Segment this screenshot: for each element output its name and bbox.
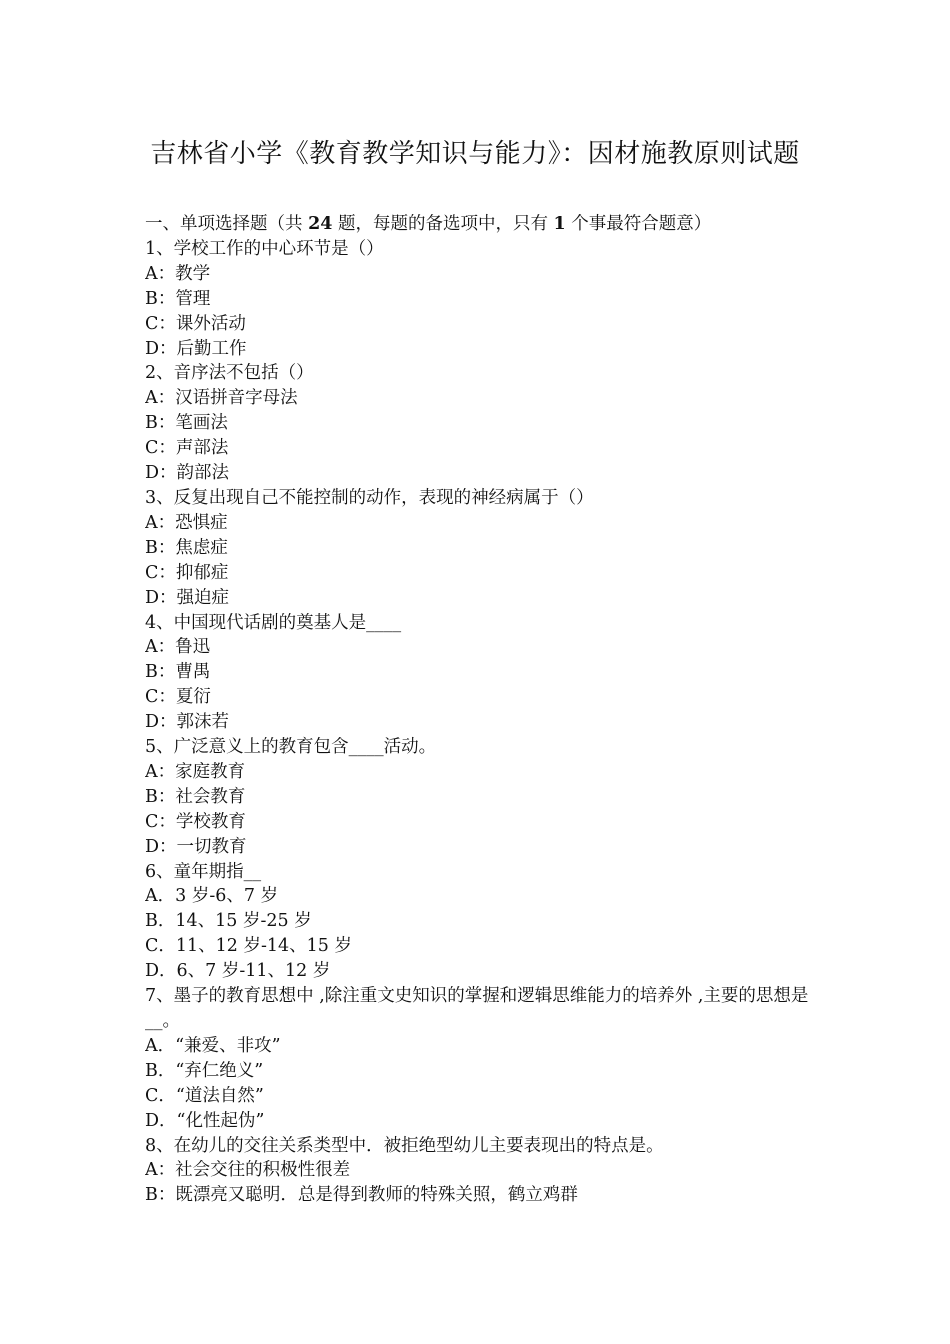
question-7-option-b: B．“弃仁绝义” (145, 1060, 264, 1081)
question-6-stem: 6、童年期指__ (145, 861, 262, 882)
question-1-option-d: D：后勤工作 (145, 338, 247, 359)
question-7-option-d: D．“化性起伪” (145, 1110, 265, 1131)
question-3-option-c: C：抑郁症 (145, 562, 229, 583)
question-2-option-a: A：汉语拼音字母法 (145, 388, 298, 409)
question-5-option-a: A：家庭教育 (145, 761, 246, 782)
question-4-option-c: C：夏衍 (145, 687, 211, 708)
question-4-option-b: B：曹禺 (145, 662, 211, 683)
question-6-option-a: A．3 岁-6、7 岁 (145, 886, 279, 907)
section-heading-middle: 题，每题的备选项中，只有 (332, 214, 554, 234)
question-6-option-c: C．11、12 岁-14、15 岁 (145, 936, 353, 957)
question-3-option-b: B：焦虑症 (145, 537, 228, 558)
question-4-option-d: D：郭沫若 (145, 712, 230, 733)
section-heading-only: 1 (553, 214, 566, 234)
document-body (145, 212, 810, 1208)
question-4-stem: 4、中国现代话剧的奠基人是____ (145, 612, 402, 633)
question-5-option-d: D：一切教育 (145, 836, 247, 857)
question-8-stem: 8、在幼儿的交往关系类型中．被拒绝型幼儿主要表现出的特点是。 (145, 1135, 664, 1156)
question-7-stem (145, 984, 810, 1034)
document-title: 吉林省小学《教育教学知识与能力》：因材施教原则试题 (150, 139, 800, 169)
section-heading-prefix: 一、单项选择题（共 (145, 214, 309, 234)
question-6-option-d: D．6、7 岁-11、12 岁 (145, 961, 331, 982)
section-heading-suffix: 个事最符合题意） (565, 214, 712, 234)
question-1-option-c: C：课外活动 (145, 313, 246, 334)
question-3-option-a: A：恐惧症 (145, 512, 228, 533)
question-2-option-b: B：笔画法 (145, 413, 228, 434)
question-2-option-c: C：声部法 (145, 438, 229, 459)
question-6-option-b: B．14、15 岁-25 岁 (145, 911, 312, 932)
question-3-stem: 3、反复出现自己不能控制的动作，表现的神经病属于（） (145, 487, 594, 508)
section-heading-count: 24 (308, 214, 333, 234)
question-3-option-d: D：强迫症 (145, 587, 230, 608)
question-8-option-a: A：社会交往的积极性很差 (145, 1160, 351, 1181)
question-1-option-b: B：管理 (145, 288, 211, 309)
question-1-stem: 1、学校工作的中心环节是（） (145, 238, 384, 259)
question-1-option-a: A：教学 (145, 263, 211, 284)
question-7-option-c: C．“道法自然” (145, 1085, 264, 1106)
question-4-option-a: A：鲁迅 (145, 637, 211, 658)
question-5-option-c: C：学校教育 (145, 811, 246, 832)
question-7-option-a: A．“兼爱、非攻” (145, 1035, 281, 1056)
question-2-stem: 2、音序法不包括（） (145, 363, 314, 384)
question-2-option-d: D：韵部法 (145, 463, 230, 484)
question-7-stem-text: 7、墨子的教育思想中 ,除注重文史知识的掌握和逻辑思维能力的培养外 ,主要的思想是__。 (145, 986, 809, 1031)
question-8-option-b: B：既漂亮又聪明．总是得到教师的特殊关照，鹤立鸡群 (145, 1185, 578, 1206)
section-heading (145, 212, 810, 237)
question-5-stem: 5、广泛意义上的教育包含____活动。 (145, 737, 437, 758)
question-5-option-b: B：社会教育 (145, 786, 246, 807)
